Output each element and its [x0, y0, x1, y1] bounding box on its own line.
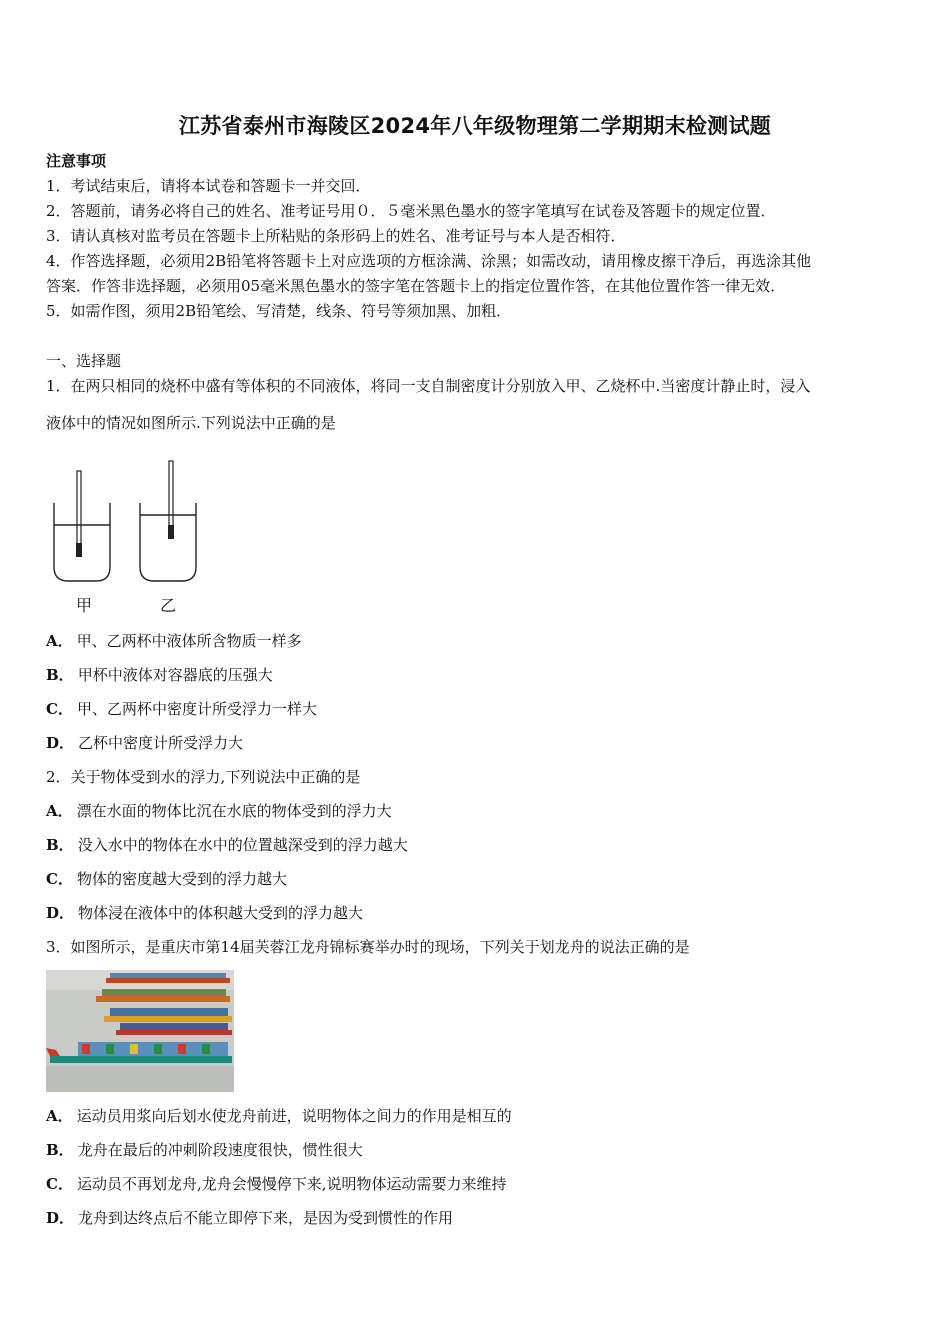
option-text: 乙杯中密度计所受浮力大	[78, 734, 244, 752]
notice-item: 4．作答选择题，必须用2B铅笔将答题卡上对应选项的方框涂满、涂黑；如需改动，请用橡皮擦干净后，再选涂其他	[46, 252, 812, 270]
option-letter: D．	[46, 904, 75, 922]
question-2-stem: 2．关于物体受到水的浮力,下列说法中正确的是	[46, 768, 361, 786]
option-text: 漂在水面的物体比沉在水底的物体受到的浮力大	[76, 802, 392, 820]
notice-heading: 注意事项	[46, 152, 107, 170]
notice-item: 3．请认真核对监考员在答题卡上所粘贴的条形码上的姓名、准考证号与本人是否相符．	[46, 227, 626, 245]
boat-row-2	[96, 989, 230, 1002]
section-heading: 一、选择题	[46, 352, 122, 370]
option-letter: B．	[46, 666, 74, 684]
option-text: 没入水中的物体在水中的位置越深受到的浮力越大	[77, 836, 408, 854]
option-text: 物体的密度越大受到的浮力越大	[76, 870, 287, 888]
option-text: 甲、乙两杯中密度计所受浮力一样大	[76, 700, 317, 718]
dragon-boat-photo	[46, 970, 234, 1092]
option-text: 龙舟到达终点后不能立即停下来，是因为受到惯性的作用	[78, 1209, 454, 1227]
question-1-stem: 1．在两只相同的烧杯中盛有等体积的不同液体，将同一支自制密度计分别放入甲、乙烧杯中.当密度计静止时，浸入	[46, 377, 811, 395]
notice-item: 1．考试结束后，请将本试卷和答题卡一并交回．	[46, 177, 371, 195]
hydrometer-figure	[46, 455, 216, 613]
option-text: 运动员不再划龙舟,龙舟会慢慢停下来,说明物体运动需要力来维持	[76, 1175, 507, 1193]
option-letter: B．	[46, 836, 74, 854]
boat-row-3	[104, 1008, 232, 1022]
option-text: 甲、乙两杯中液体所含物质一样多	[76, 632, 302, 650]
figure-label-jia: 甲	[76, 596, 93, 615]
page-title: 江苏省泰州市海陵区2024年八年级物理第二学期期末检测试题	[178, 114, 772, 138]
option-a	[46, 631, 302, 651]
option-letter: D．	[46, 1209, 75, 1227]
option-b	[46, 835, 408, 855]
hydrometer-yi	[168, 461, 174, 539]
beaker-jia	[54, 503, 110, 581]
option-text: 甲杯中液体对容器底的压强大	[77, 666, 273, 684]
figure-label-yi: 乙	[160, 596, 177, 615]
option-letter: D．	[46, 734, 75, 752]
option-text: 运动员用浆向后划水使龙舟前进，说明物体之间力的作用是相互的	[76, 1107, 512, 1125]
option-text: 龙舟在最后的冲刺阶段速度很快，惯性很大	[77, 1141, 363, 1159]
notice-item: 答案．作答非选择题，必须用05毫米黑色墨水的签字笔在答题卡上的指定位置作答，在其他位置作答一律无效．	[46, 277, 786, 295]
option-c	[46, 699, 317, 719]
notice-item: 2．答题前，请务必将自己的姓名、准考证号用０．５毫米黑色墨水的签字笔填写在试卷及答题卡的规定位置．	[46, 202, 776, 220]
hydrometer-jia	[76, 471, 82, 557]
boat-row-4	[116, 1023, 232, 1035]
option-c	[46, 869, 287, 889]
option-letter: C．	[46, 870, 73, 888]
option-letter: A．	[46, 802, 73, 820]
beakers-drawing	[46, 455, 216, 595]
option-d	[46, 903, 363, 923]
option-d	[46, 1208, 453, 1228]
dragon-boat-image	[46, 970, 234, 1092]
option-text: 物体浸在液体中的体积越大受到的浮力越大	[78, 904, 364, 922]
question-3-stem: 3．如图所示，是重庆市第14届芙蓉江龙舟锦标赛举办时的现场，下列关于划龙舟的说法正确的是	[46, 938, 690, 956]
option-letter: C．	[46, 700, 73, 718]
option-b	[46, 665, 273, 685]
notice-item: 5．如需作图，须用2B铅笔绘、写清楚，线条、符号等须加黑、加粗．	[46, 302, 512, 320]
option-letter: B．	[46, 1141, 74, 1159]
boat-row-1	[106, 973, 230, 983]
option-d	[46, 733, 243, 753]
option-letter: C．	[46, 1175, 73, 1193]
option-a	[46, 1106, 512, 1126]
option-letter: A．	[46, 632, 73, 650]
option-c	[46, 1174, 507, 1194]
option-a	[46, 801, 392, 821]
question-1-stem-cont: 液体中的情况如图所示.下列说法中正确的是	[46, 414, 336, 432]
option-b	[46, 1140, 363, 1160]
option-letter: A．	[46, 1107, 73, 1125]
